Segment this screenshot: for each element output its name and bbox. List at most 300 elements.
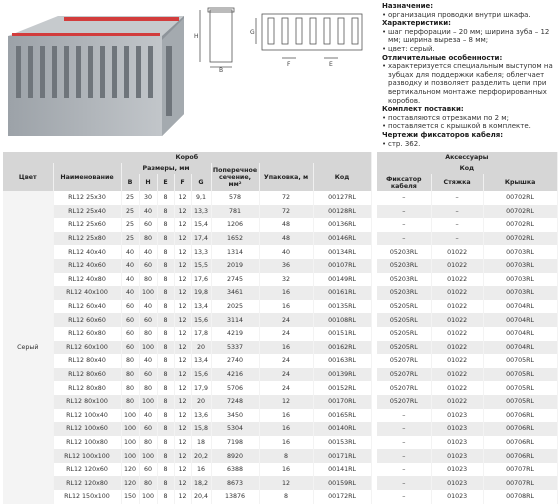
f-cell: 12: [174, 300, 191, 314]
feature-item: • характеризуется специальным выступом на зубцах для поддержки кабеля; облегчает разводку и позволяет разделить цепи при вертикальном монтаже перфорированных коробов.: [382, 62, 558, 105]
characteristic-item: • шаг перфорации – 20 мм; ширина зуба – 12 мм; ширина выреза – 8 мм;: [382, 28, 558, 45]
fixator-cell: 05205RL: [377, 313, 431, 327]
e-cell: 8: [157, 205, 174, 219]
fixator-cell: 05207RL: [377, 368, 431, 382]
table-row: [3, 286, 557, 300]
b-cell: 120: [121, 476, 139, 490]
h-cell: 40: [139, 354, 157, 368]
g-cell: 16: [191, 463, 211, 477]
e-cell: 8: [157, 259, 174, 273]
e-cell: 8: [157, 490, 174, 504]
section-cell: 2025: [211, 300, 259, 314]
pack-cell: 24: [259, 354, 313, 368]
cover-cell: 00705RL: [483, 381, 557, 395]
e-cell: 8: [157, 368, 174, 382]
h-cell: 60: [139, 463, 157, 477]
e-cell: 8: [157, 191, 174, 205]
cover-cell: 00706RL: [483, 409, 557, 423]
g-cell: 17,6: [191, 273, 211, 287]
g-cell: 13,4: [191, 300, 211, 314]
section-cell: 3461: [211, 286, 259, 300]
e-cell: 8: [157, 232, 174, 246]
fixator-cell: –: [377, 205, 431, 219]
fixator-cell: –: [377, 218, 431, 232]
cover-cell: 00706RL: [483, 449, 557, 463]
pack-cell: 24: [259, 327, 313, 341]
f-cell: 12: [174, 463, 191, 477]
f-cell: 12: [174, 273, 191, 287]
pack-cell: 16: [259, 341, 313, 355]
tie-cell: 01023: [431, 490, 483, 504]
fixator-cell: 05205RL: [377, 300, 431, 314]
f-cell: 12: [174, 341, 191, 355]
tie-cell: –: [431, 205, 483, 219]
b-cell: 100: [121, 422, 139, 436]
fixator-cell: 05207RL: [377, 381, 431, 395]
g-cell: 15,6: [191, 368, 211, 382]
name-cell: RL12 40x100: [53, 286, 121, 300]
dim-h-label: H: [194, 33, 199, 40]
cover-cell: 00702RL: [483, 232, 557, 246]
code-cell: 00149RL: [313, 273, 371, 287]
g-cell: 19,8: [191, 286, 211, 300]
f-cell: 12: [174, 191, 191, 205]
g-cell: 17,4: [191, 232, 211, 246]
tie-cell: 01023: [431, 476, 483, 490]
code-cell: 00107RL: [313, 259, 371, 273]
e-cell: 8: [157, 463, 174, 477]
section-cell: 5304: [211, 422, 259, 436]
fixator-cell: –: [377, 422, 431, 436]
name-cell: RL12 100x80: [53, 436, 121, 450]
table-row: [3, 409, 557, 423]
fixator-cell: –: [377, 490, 431, 504]
code-cell: 00146RL: [313, 232, 371, 246]
table-row: [3, 368, 557, 382]
tie-cell: 01022: [431, 341, 483, 355]
e-cell: 8: [157, 354, 174, 368]
tie-cell: 01023: [431, 449, 483, 463]
g-cell: 15,8: [191, 422, 211, 436]
acc-code-header: Код: [377, 163, 557, 174]
f-cell: 12: [174, 490, 191, 504]
g-cell: 20,4: [191, 490, 211, 504]
h-header: H: [139, 174, 157, 191]
f-cell: 12: [174, 436, 191, 450]
e-cell: 8: [157, 449, 174, 463]
h-cell: 40: [139, 245, 157, 259]
name-cell: RL12 80x100: [53, 395, 121, 409]
table-row: [3, 354, 557, 368]
pack-cell: 16: [259, 422, 313, 436]
cover-cell: 00703RL: [483, 273, 557, 287]
tie-cell: 01023: [431, 436, 483, 450]
e-cell: 8: [157, 300, 174, 314]
f-cell: 12: [174, 395, 191, 409]
name-cell: RL12 80x80: [53, 381, 121, 395]
h-cell: 80: [139, 381, 157, 395]
table-row: [3, 341, 557, 355]
b-cell: 25: [121, 232, 139, 246]
drawings-item: • стр. 362.: [382, 140, 558, 149]
b-cell: 60: [121, 341, 139, 355]
pack-cell: 12: [259, 395, 313, 409]
code-cell: 00139RL: [313, 368, 371, 382]
f-cell: 12: [174, 259, 191, 273]
h-cell: 60: [139, 422, 157, 436]
h-cell: 40: [139, 409, 157, 423]
e-cell: 8: [157, 327, 174, 341]
b-cell: 100: [121, 449, 139, 463]
section-cell: 5706: [211, 381, 259, 395]
name-cell: RL12 60x60: [53, 313, 121, 327]
name-cell: RL12 60x40: [53, 300, 121, 314]
tie-cell: 01022: [431, 273, 483, 287]
code-cell: 00152RL: [313, 381, 371, 395]
e-cell: 8: [157, 245, 174, 259]
cover-cell: 00705RL: [483, 368, 557, 382]
f-cell: 12: [174, 354, 191, 368]
code-cell: 00163RL: [313, 354, 371, 368]
table-row: [3, 395, 557, 409]
dim-b-label: B: [219, 67, 224, 72]
name-cell: RL12 80x60: [53, 368, 121, 382]
table-row: [3, 205, 557, 219]
f-cell: 12: [174, 245, 191, 259]
g-cell: 15,5: [191, 259, 211, 273]
section-cell: 6388: [211, 463, 259, 477]
g-cell: 13,4: [191, 354, 211, 368]
table-row: [3, 449, 557, 463]
f-cell: 12: [174, 476, 191, 490]
code-cell: 00140RL: [313, 422, 371, 436]
h-cell: 100: [139, 341, 157, 355]
characteristics-heading: Характеристики:: [382, 19, 451, 28]
kit-heading: Комплект поставки:: [382, 105, 464, 114]
code-cell: 00172RL: [313, 490, 371, 504]
group-box-header: Короб: [3, 152, 371, 163]
section-cell: 7198: [211, 436, 259, 450]
pack-cell: 72: [259, 205, 313, 219]
cable-duct-image: [2, 6, 190, 146]
table-row: [3, 218, 557, 232]
name-cell: RL12 80x40: [53, 354, 121, 368]
code-cell: 00108RL: [313, 313, 371, 327]
section-cell: 2019: [211, 259, 259, 273]
pack-cell: 12: [259, 476, 313, 490]
code-cell: 00170RL: [313, 395, 371, 409]
f-cell: 12: [174, 368, 191, 382]
cover-cell: 00702RL: [483, 205, 557, 219]
code-cell: 00151RL: [313, 327, 371, 341]
g-cell: 13,3: [191, 205, 211, 219]
section-cell: 1652: [211, 232, 259, 246]
tie-cell: 01022: [431, 245, 483, 259]
fixator-cell: –: [377, 476, 431, 490]
pack-cell: 48: [259, 232, 313, 246]
section-cell: 3114: [211, 313, 259, 327]
pack-cell: 40: [259, 245, 313, 259]
b-cell: 150: [121, 490, 139, 504]
g-cell: 15,6: [191, 313, 211, 327]
b-cell: 120: [121, 463, 139, 477]
table-row: [3, 300, 557, 314]
e-header: E: [157, 174, 174, 191]
cover-cell: 00705RL: [483, 354, 557, 368]
cover-cell: 00706RL: [483, 422, 557, 436]
table-row: [3, 259, 557, 273]
g-cell: 17,9: [191, 381, 211, 395]
code-cell: 00141RL: [313, 463, 371, 477]
e-cell: 8: [157, 436, 174, 450]
pack-cell: 8: [259, 490, 313, 504]
e-cell: 8: [157, 218, 174, 232]
section-cell: 8920: [211, 449, 259, 463]
name-cell: RL12 40x60: [53, 259, 121, 273]
g-cell: 17,8: [191, 327, 211, 341]
code-cell: 00135RL: [313, 300, 371, 314]
name-header: Наименование: [53, 163, 121, 191]
fixator-cell: –: [377, 436, 431, 450]
tie-cell: –: [431, 218, 483, 232]
g-cell: 9,1: [191, 191, 211, 205]
tie-header: Стяжка: [431, 174, 483, 191]
pack-header: Упаковка, м: [259, 163, 313, 191]
h-cell: 100: [139, 286, 157, 300]
table-row: [3, 191, 557, 205]
b-cell: 80: [121, 354, 139, 368]
section-cell: 2745: [211, 273, 259, 287]
pack-cell: 36: [259, 259, 313, 273]
table-row: [3, 273, 557, 287]
name-cell: RL12 100x60: [53, 422, 121, 436]
b-cell: 40: [121, 286, 139, 300]
section-cell: 8673: [211, 476, 259, 490]
b-cell: 60: [121, 327, 139, 341]
g-cell: 18: [191, 436, 211, 450]
cover-cell: 00703RL: [483, 286, 557, 300]
g-cell: 20: [191, 395, 211, 409]
color-header: Цвет: [3, 163, 53, 191]
code-cell: 00127RL: [313, 191, 371, 205]
b-cell: 100: [121, 409, 139, 423]
code-cell: 00136RL: [313, 218, 371, 232]
code-header: Код: [313, 163, 371, 191]
table-row: [3, 245, 557, 259]
e-cell: 8: [157, 422, 174, 436]
b-cell: 25: [121, 191, 139, 205]
g-cell: 20: [191, 341, 211, 355]
b-cell: 40: [121, 245, 139, 259]
section-cell: 4219: [211, 327, 259, 341]
tie-cell: 01022: [431, 313, 483, 327]
table-row: [3, 436, 557, 450]
f-cell: 12: [174, 286, 191, 300]
b-cell: 100: [121, 436, 139, 450]
name-cell: RL12 25x30: [53, 191, 121, 205]
cover-cell: 00707RL: [483, 476, 557, 490]
g-header: G: [191, 174, 211, 191]
pack-cell: 32: [259, 273, 313, 287]
product-table: [3, 152, 558, 504]
fixator-cell: 05203RL: [377, 286, 431, 300]
table-row: [3, 422, 557, 436]
fixator-cell: 05203RL: [377, 273, 431, 287]
section-cell: 5337: [211, 341, 259, 355]
pack-cell: 24: [259, 381, 313, 395]
pack-cell: 16: [259, 286, 313, 300]
name-cell: RL12 60x100: [53, 341, 121, 355]
g-cell: 20,2: [191, 449, 211, 463]
fixator-cell: 05207RL: [377, 354, 431, 368]
b-cell: 60: [121, 300, 139, 314]
name-cell: RL12 40x80: [53, 273, 121, 287]
table-row: [3, 490, 557, 504]
cover-cell: 00702RL: [483, 191, 557, 205]
name-cell: RL12 120x60: [53, 463, 121, 477]
cover-cell: 00704RL: [483, 341, 557, 355]
f-cell: 12: [174, 327, 191, 341]
fixator-cell: 05203RL: [377, 259, 431, 273]
e-cell: 8: [157, 381, 174, 395]
table-row: [3, 232, 557, 246]
f-cell: 12: [174, 381, 191, 395]
cover-cell: 00708RL: [483, 490, 557, 504]
code-cell: 00153RL: [313, 436, 371, 450]
h-cell: 80: [139, 327, 157, 341]
fixator-cell: 05203RL: [377, 245, 431, 259]
e-cell: 8: [157, 273, 174, 287]
cover-cell: 00707RL: [483, 463, 557, 477]
b-cell: 80: [121, 395, 139, 409]
b-cell: 80: [121, 368, 139, 382]
tie-cell: 01022: [431, 368, 483, 382]
cover-cell: 00703RL: [483, 245, 557, 259]
b-cell: 25: [121, 205, 139, 219]
fixator-cell: –: [377, 463, 431, 477]
drawings-heading: Чертежи фиксаторов кабеля:: [382, 130, 504, 139]
f-header: F: [174, 174, 191, 191]
name-cell: RL12 25x80: [53, 232, 121, 246]
g-cell: 13,6: [191, 409, 211, 423]
section-cell: 13876: [211, 490, 259, 504]
f-cell: 12: [174, 205, 191, 219]
f-cell: 12: [174, 422, 191, 436]
section-cell: 1314: [211, 245, 259, 259]
tie-cell: 01022: [431, 327, 483, 341]
pack-cell: 16: [259, 436, 313, 450]
h-cell: 100: [139, 395, 157, 409]
table-row: [3, 476, 557, 490]
cover-cell: 00704RL: [483, 327, 557, 341]
section-cell: 2740: [211, 354, 259, 368]
cover-cell: 00705RL: [483, 395, 557, 409]
pack-cell: 16: [259, 463, 313, 477]
dim-e-label: E: [329, 61, 333, 68]
h-cell: 60: [139, 368, 157, 382]
fixator-cell: 05205RL: [377, 327, 431, 341]
tie-cell: 01022: [431, 395, 483, 409]
dimension-drawing: [192, 4, 364, 72]
pack-cell: 72: [259, 191, 313, 205]
cover-cell: 00702RL: [483, 218, 557, 232]
cover-cell: 00704RL: [483, 300, 557, 314]
e-cell: 8: [157, 341, 174, 355]
tie-cell: 01022: [431, 286, 483, 300]
pack-cell: 24: [259, 313, 313, 327]
tie-cell: 01022: [431, 381, 483, 395]
f-cell: 12: [174, 409, 191, 423]
section-cell: 781: [211, 205, 259, 219]
tie-cell: 01022: [431, 259, 483, 273]
purpose-heading: Назначение:: [382, 2, 434, 10]
e-cell: 8: [157, 476, 174, 490]
name-cell: RL12 40x40: [53, 245, 121, 259]
name-cell: RL12 25x40: [53, 205, 121, 219]
section-cell: 3450: [211, 409, 259, 423]
fixator-header: Фиксатор кабеля: [377, 174, 431, 191]
h-cell: 80: [139, 476, 157, 490]
pack-cell: 24: [259, 368, 313, 382]
section-cell: 4216: [211, 368, 259, 382]
name-cell: RL12 60x80: [53, 327, 121, 341]
pack-cell: 48: [259, 218, 313, 232]
f-cell: 12: [174, 218, 191, 232]
table-row: [3, 381, 557, 395]
name-cell: RL12 100x100: [53, 449, 121, 463]
code-cell: 00159RL: [313, 476, 371, 490]
fixator-cell: 05205RL: [377, 341, 431, 355]
fixator-cell: 05207RL: [377, 395, 431, 409]
g-cell: 15,4: [191, 218, 211, 232]
kit-item: • поставляется с крышкой в комплекте.: [382, 122, 558, 131]
fixator-cell: –: [377, 449, 431, 463]
dim-g-label: G: [250, 29, 255, 36]
pack-cell: 16: [259, 300, 313, 314]
code-cell: 00162RL: [313, 341, 371, 355]
kit-item: • поставляются отрезками по 2 м;: [382, 114, 558, 123]
section-cell: 1206: [211, 218, 259, 232]
tie-cell: 01023: [431, 463, 483, 477]
tie-cell: 01023: [431, 409, 483, 423]
tie-cell: 01022: [431, 300, 483, 314]
h-cell: 60: [139, 313, 157, 327]
table-row: [3, 463, 557, 477]
f-cell: 12: [174, 449, 191, 463]
e-cell: 8: [157, 395, 174, 409]
h-cell: 100: [139, 490, 157, 504]
code-cell: 00171RL: [313, 449, 371, 463]
pack-cell: 16: [259, 409, 313, 423]
code-cell: 00134RL: [313, 245, 371, 259]
f-cell: 12: [174, 232, 191, 246]
fixator-cell: –: [377, 232, 431, 246]
fixator-cell: –: [377, 191, 431, 205]
b-cell: 60: [121, 313, 139, 327]
e-cell: 8: [157, 286, 174, 300]
h-cell: 80: [139, 273, 157, 287]
h-cell: 60: [139, 259, 157, 273]
fixator-cell: –: [377, 409, 431, 423]
b-cell: 80: [121, 381, 139, 395]
section-header: Поперечное сечение, мм²: [211, 163, 259, 191]
code-cell: 00128RL: [313, 205, 371, 219]
tie-cell: 01022: [431, 354, 483, 368]
h-cell: 60: [139, 218, 157, 232]
cover-cell: 00703RL: [483, 259, 557, 273]
b-cell: 40: [121, 273, 139, 287]
h-cell: 80: [139, 232, 157, 246]
